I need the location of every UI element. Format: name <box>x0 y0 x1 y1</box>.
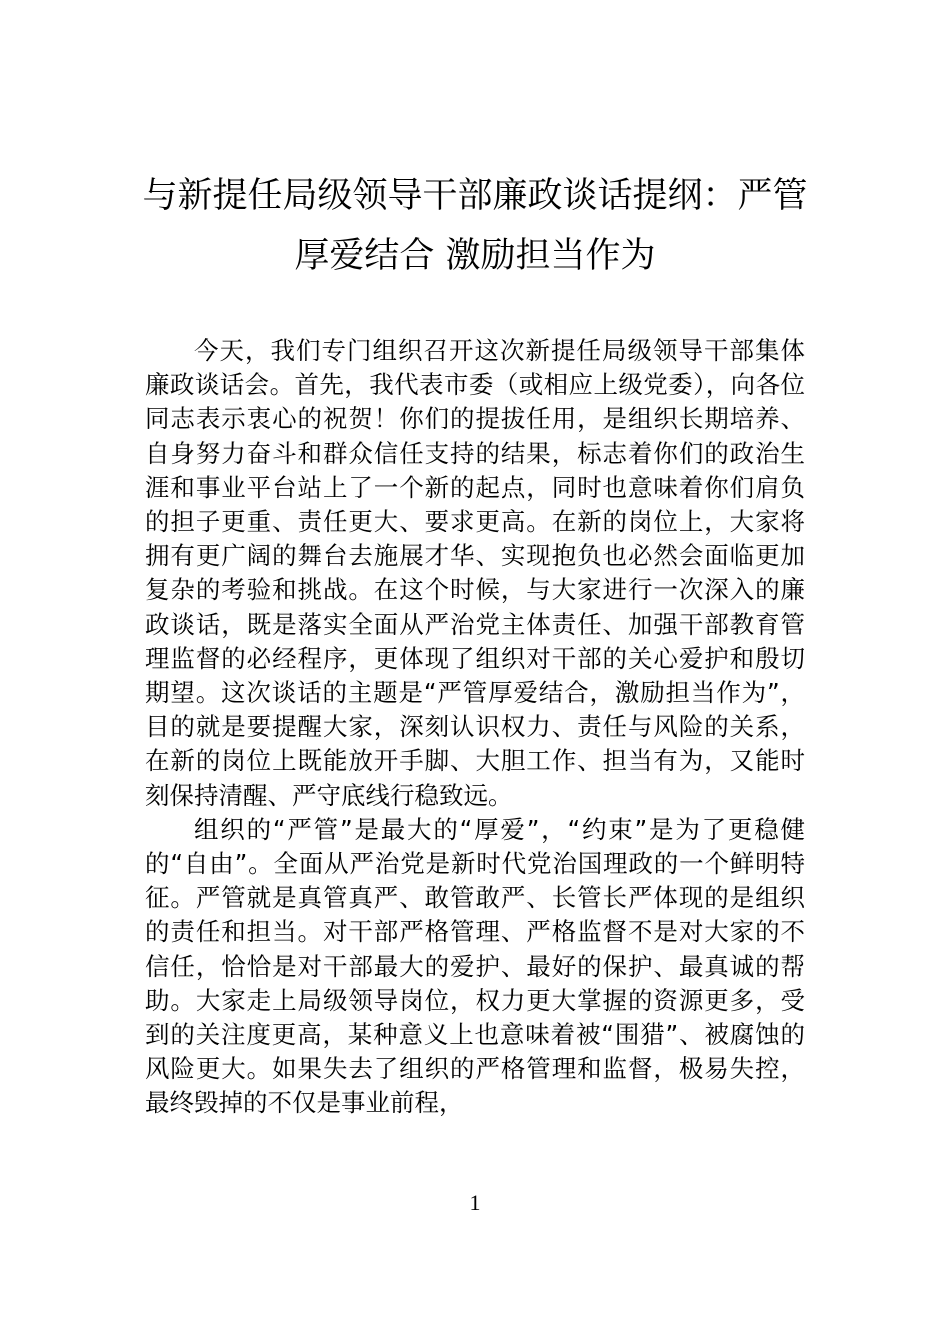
document-title: 与新提任局级领导干部廉政谈话提纲：严管厚爱结合 激励担当作为 <box>142 176 808 276</box>
paragraph-1: 今天，我们专门组织召开这次新提任局级领导干部集体廉政谈话会。首先，我代表市委（或相应上级党委），向各位同志表示衷心的祝贺！你们的提拔任用，是组织长期培养、自身努力奋斗和群众信任支持的结果，标志着你们的政治生涯和事业平台站上了一个新的起点，同时也意味着你们肩负的担子更重、责任更大、要求更高。在新的岗位上，大家将拥有更广阔的舞台去施展才华、实现抱负也必然会面临更加复杂的考验和挑战。在这个时候，与大家进行一次深入的廉政谈话，既是落实全面从严治党主体责任、加强干部教育管理监督的必经程序，更体现了组织对干部的关心爱护和殷切期望。这次谈话的主题是“严管厚爱结合，激励担当作为”，目的就是要提醒大家，深刻认识权力、责任与风险的关系，在新的岗位上既能放开手脚、大胆工作、担当有为，又能时刻保持清醒、严守底线行稳致远。 <box>145 336 805 810</box>
page-number: 1 <box>469 1190 481 1215</box>
paragraph-2: 组织的“严管”是最大的“厚爱”，“约束”是为了更稳健的“自由”。全面从严治党是新时代党治国理政的一个鲜明特征。严管就是真管真严、敢管敢严、长管长严体现的是组织的责任和担当。对干部严格管理、严格监督不是对大家的不信任，恰恰是对干部最大的爱护、最好的保护、最真诚的帮助。大家走上局级领导岗位，权力更大掌握的资源更多，受到的关注度更高，某种意义上也意味着被“围猎”、被腐蚀的风险更大。如果失去了组织的严格管理和监督，极易失控，最终毁掉的不仅是事业前程， <box>145 814 805 1118</box>
document-body <box>145 334 805 1121</box>
